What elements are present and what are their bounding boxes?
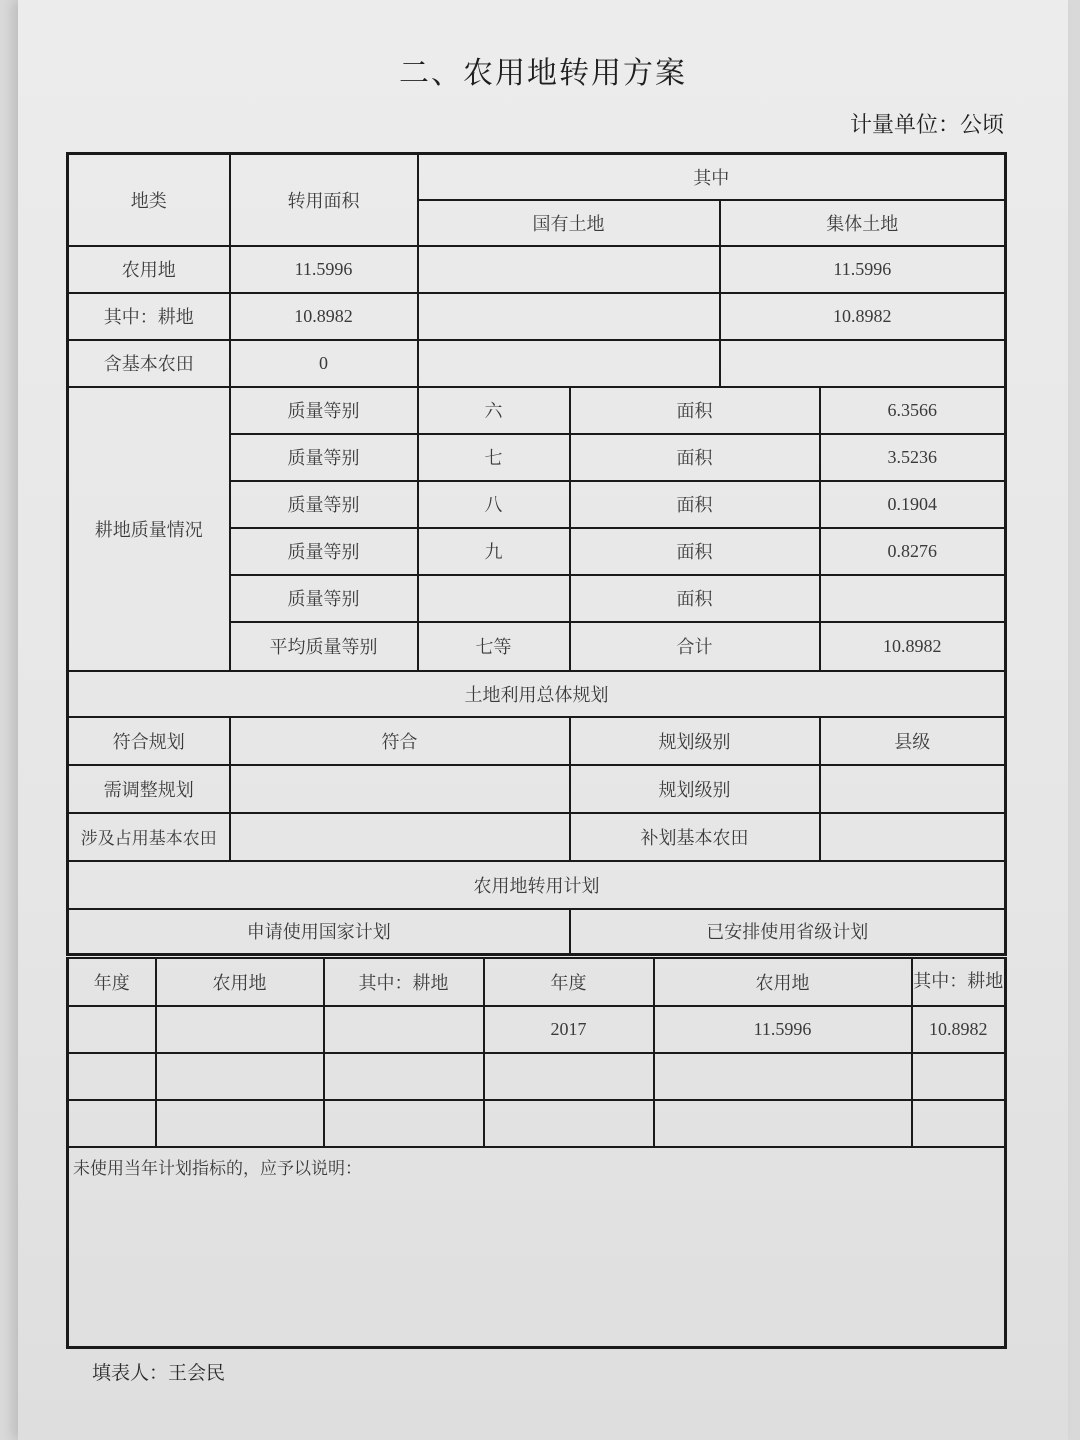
row-area: 0 xyxy=(230,340,418,387)
col-farmland: 农用地 xyxy=(654,958,912,1006)
row-label: 含基本农田 xyxy=(68,340,230,387)
header-state-land: 国有土地 xyxy=(418,200,720,246)
header-of-which: 其中 xyxy=(418,154,1006,200)
header-converted-area: 转用面积 xyxy=(230,154,418,246)
area-value: 6.3566 xyxy=(820,387,1006,434)
conform-value: 符合 xyxy=(230,717,570,765)
header-land-type: 地类 xyxy=(68,154,230,246)
area-label: 面积 xyxy=(570,528,820,575)
plan-cell xyxy=(484,1100,654,1147)
row-state xyxy=(418,293,720,340)
row-area: 10.8982 xyxy=(230,293,418,340)
area-label: 面积 xyxy=(570,387,820,434)
plan-cell xyxy=(156,1006,324,1053)
plan-cell: 2017 xyxy=(484,1006,654,1053)
supplement-value xyxy=(820,813,1006,861)
col-arable: 其中：耕地 xyxy=(324,958,484,1006)
grade-label: 质量等别 xyxy=(230,434,418,481)
plan-cell: 10.8982 xyxy=(912,1006,1006,1053)
grade-value xyxy=(418,575,570,622)
row-collective: 10.8982 xyxy=(720,293,1006,340)
row-collective: 11.5996 xyxy=(720,246,1006,293)
grade-value: 六 xyxy=(418,387,570,434)
area-value: 0.1904 xyxy=(820,481,1006,528)
plan-cell xyxy=(68,1100,156,1147)
col-arable: 其中：耕地 xyxy=(912,958,1006,1006)
area-label: 面积 xyxy=(570,481,820,528)
plan-cell xyxy=(484,1053,654,1100)
conversion-table xyxy=(66,152,1007,956)
signer-label: 填表人：王会民 xyxy=(92,1362,226,1384)
col-year: 年度 xyxy=(68,958,156,1006)
grade-value: 七 xyxy=(418,434,570,481)
plan-cell xyxy=(156,1053,324,1100)
plan-cell xyxy=(156,1100,324,1147)
unit-label: 计量单位：公顷 xyxy=(849,113,1004,138)
plan-cell: 11.5996 xyxy=(654,1006,912,1053)
total-label: 合计 xyxy=(570,622,820,671)
row-state xyxy=(418,340,720,387)
grade-value: 九 xyxy=(418,528,570,575)
plan-cell xyxy=(912,1053,1006,1100)
page-title: 二、农用地转用方案 xyxy=(399,56,687,91)
quality-label: 耕地质量情况 xyxy=(68,387,230,671)
area-value xyxy=(820,575,1006,622)
area-value: 3.5236 xyxy=(820,434,1006,481)
row-collective xyxy=(720,340,1006,387)
plan-cell xyxy=(68,1006,156,1053)
plan-cell xyxy=(654,1100,912,1147)
row-label: 农用地 xyxy=(68,246,230,293)
note-area: 未使用当年计划指标的，应予以说明： xyxy=(68,1147,1006,1347)
national-plan-header: 申请使用国家计划 xyxy=(68,909,570,955)
col-farmland: 农用地 xyxy=(156,958,324,1006)
area-value: 0.8276 xyxy=(820,528,1006,575)
plan-detail-table xyxy=(66,957,1007,1349)
adjust-value xyxy=(230,765,570,813)
plan-level-label: 规划级别 xyxy=(570,765,820,813)
grade-label: 质量等别 xyxy=(230,481,418,528)
area-label: 面积 xyxy=(570,434,820,481)
plan-section-title: 农用地转用计划 xyxy=(68,861,1006,909)
provincial-plan-header: 已安排使用省级计划 xyxy=(570,909,1006,955)
total-value: 10.8982 xyxy=(820,622,1006,671)
plan-level-label: 规划级别 xyxy=(570,717,820,765)
plan-cell xyxy=(654,1053,912,1100)
plan-level-value xyxy=(820,765,1006,813)
grade-label: 质量等别 xyxy=(230,575,418,622)
plan-cell xyxy=(68,1053,156,1100)
plan-cell xyxy=(324,1053,484,1100)
plan-cell xyxy=(324,1006,484,1053)
avg-grade-label: 平均质量等别 xyxy=(230,622,418,671)
document-page xyxy=(18,0,1068,1440)
grade-value: 八 xyxy=(418,481,570,528)
planning-section-title: 土地利用总体规划 xyxy=(68,671,1006,717)
supplement-label: 补划基本农田 xyxy=(570,813,820,861)
plan-cell xyxy=(912,1100,1006,1147)
conform-label: 符合规划 xyxy=(68,717,230,765)
col-year: 年度 xyxy=(484,958,654,1006)
grade-label: 质量等别 xyxy=(230,387,418,434)
farmland-occupy-label: 涉及占用基本农田 xyxy=(68,813,230,861)
farmland-occupy-value xyxy=(230,813,570,861)
adjust-label: 需调整规划 xyxy=(68,765,230,813)
plan-level-value: 县级 xyxy=(820,717,1006,765)
row-label: 其中：耕地 xyxy=(68,293,230,340)
avg-grade-value: 七等 xyxy=(418,622,570,671)
row-area: 11.5996 xyxy=(230,246,418,293)
area-label: 面积 xyxy=(570,575,820,622)
header-collective-land: 集体土地 xyxy=(720,200,1006,246)
row-state xyxy=(418,246,720,293)
plan-cell xyxy=(324,1100,484,1147)
grade-label: 质量等别 xyxy=(230,528,418,575)
